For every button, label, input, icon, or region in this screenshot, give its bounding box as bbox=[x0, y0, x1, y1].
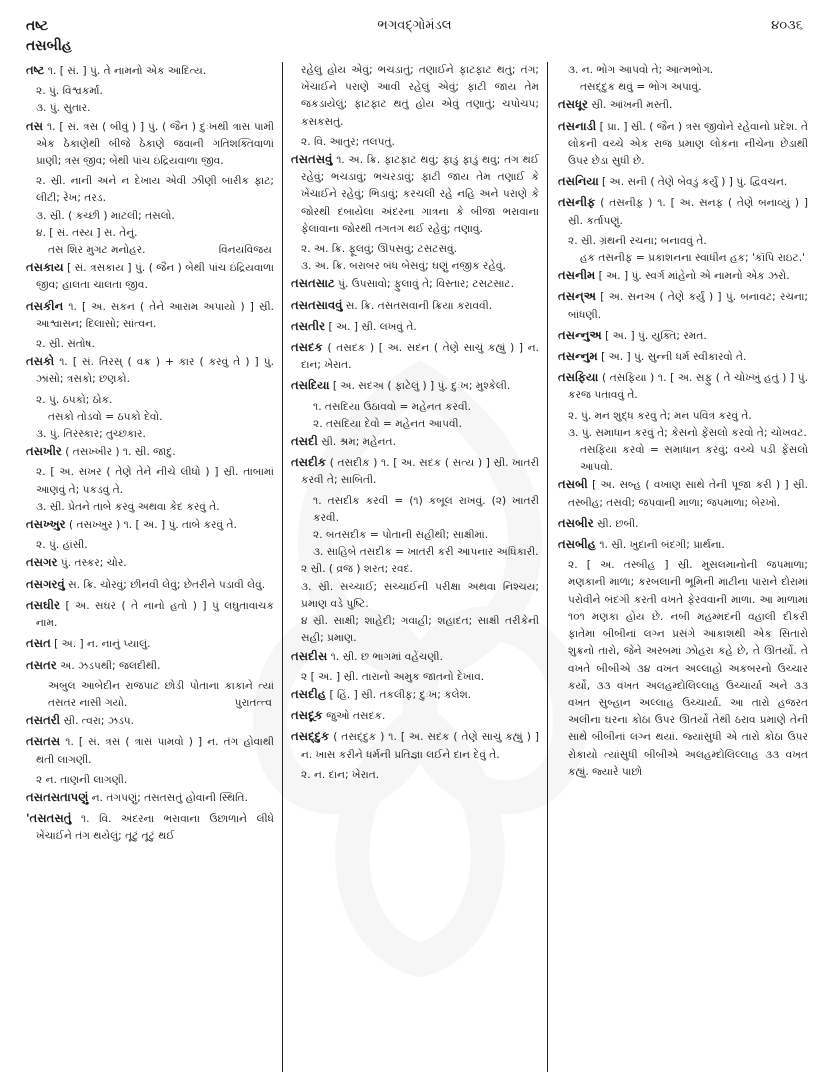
definition: ( તસદક઼ ) [ અ. સદન ( તેણે સાચું કહ્યું ) ] ન. દાન; ખેરાત. bbox=[301, 342, 539, 372]
dictionary-entry bbox=[291, 275, 539, 293]
sense: ૩. અ. ક્રિ. બરાબર બંધ બેસવું; ઘણું નજીક રહેવું. bbox=[301, 260, 506, 273]
entry-line bbox=[26, 712, 274, 730]
definition: પું. તસ્કર; ચોર. bbox=[60, 557, 127, 570]
sense: ૩. સ્રી. સચ્ચાઈ; સચ્ચાઈની પરીક્ષા અથવા નિશ્ચય; પ્રમાણ વડે પુષ્ટિ. bbox=[301, 580, 539, 610]
sense: ૩. ન. ભોગ આપવો તે; આત્મભોગ. bbox=[568, 64, 714, 76]
usage-example bbox=[26, 678, 274, 712]
headword: તસદ્દુક bbox=[291, 729, 330, 744]
dictionary-entry bbox=[291, 707, 539, 725]
dictionary-entry bbox=[558, 515, 808, 533]
headword: તસ bbox=[26, 118, 44, 133]
dictionary-entry bbox=[558, 369, 808, 476]
sense: ૨. અ. ક્રિ. ફૂલવું; ઊપસવું; ટસટસવું. bbox=[301, 243, 457, 256]
definition: સ. ક્રિ. તસતસવાની ક્રિયા કરાવવી. bbox=[345, 299, 493, 312]
dictionary-entry bbox=[558, 348, 808, 366]
definition: ૧. વિ. અંદરના ભરાવાના ઉછાળાને લીધે ખેંચાઈને તંગ થયેલું; તૂટું તૂટું થઈ bbox=[36, 813, 274, 843]
definition: [ અ. ] પું. સુન્ની ધર્મ સ્વીકારવો તે. bbox=[601, 351, 747, 364]
sense: ૪. [ સં. તસ્ય ] સ. તેનું. bbox=[36, 226, 138, 239]
definition: [ હિં. ] સ્રી. તકલીફ; દુઃખ; કલેશ. bbox=[329, 688, 472, 701]
headword: તસતીર bbox=[291, 318, 326, 333]
guide-word-top: તષ્ટ bbox=[26, 18, 49, 34]
column-1 bbox=[26, 62, 282, 1072]
sense: ૨. પું. ઠપકો; ઠોક. bbox=[36, 393, 113, 406]
dictionary-entry bbox=[26, 62, 274, 118]
entry-line bbox=[558, 96, 808, 114]
headword: તષ્ટ bbox=[26, 63, 45, 77]
entry-line bbox=[291, 728, 539, 763]
entry-line bbox=[26, 635, 274, 653]
column-3 bbox=[547, 62, 808, 1072]
dictionary-entry bbox=[291, 686, 539, 704]
entry-line bbox=[26, 298, 274, 333]
headword: તસખીર bbox=[26, 444, 62, 459]
usage-example bbox=[26, 242, 274, 259]
entry-line bbox=[26, 597, 274, 632]
sense: ૨. [ અ. સખર ( તેણે તેને નીચે લીધો ) ] સ્રી. તાબામાં આણવું તે; પકડવું તે. bbox=[36, 466, 274, 496]
example-text: તસ શિર મુગટ મનોહર. bbox=[48, 244, 146, 257]
dictionary-entry bbox=[558, 118, 808, 171]
dictionary-entry bbox=[26, 657, 274, 713]
entry-line bbox=[558, 288, 808, 323]
headword: તસતસવું bbox=[291, 152, 333, 167]
dictionary-entry bbox=[291, 318, 539, 336]
entry-line bbox=[558, 515, 808, 533]
dictionary-entry bbox=[558, 288, 808, 323]
definition: ૧. [ સં. ત્રસ ( ત્રાસ પામવો ) ] ન. તંગ હોવાથી થતી લાગણી. bbox=[36, 736, 274, 766]
headword: તસબી bbox=[558, 477, 588, 492]
entry-line bbox=[26, 733, 274, 768]
dictionary-entry bbox=[558, 536, 808, 781]
definition: અ. ઝડપથી; જલદીથી. bbox=[60, 659, 161, 672]
definition: [ અ. ] સ્રી. લખવું તે. bbox=[328, 320, 417, 333]
example-text: હક તસનીફ = પ્રકાશનના સ્વાધીન હક; 'કૉપિ રાઇટ.' bbox=[580, 252, 806, 265]
sense: ૨. સ્રી. નાની અને ન દેખાય એવી ઝીણી બારીક ફાટ; લીટી; રેખ; તરડ. bbox=[36, 175, 274, 205]
dictionary-entry bbox=[558, 476, 808, 511]
dictionary-entry bbox=[291, 433, 539, 451]
sense: ૨. સ્રી. સંતોષ. bbox=[36, 338, 95, 351]
sense: ૩. પું. તિરસ્કાર; તુચ્છકાર. bbox=[36, 428, 146, 441]
definition: ( તસખ્ખુર ) ૧. [ અ. ] પું. તાબે કરવું તે. bbox=[69, 519, 237, 532]
usage-example: ૧. તસદીક કરવી = (૧) કબૂલ રાખવું. (૨) ખાતરી કરવી. bbox=[313, 494, 539, 524]
example-text: તસકો તોડવો = ઠપકો દેવો. bbox=[48, 410, 163, 423]
column-2 bbox=[282, 62, 547, 1072]
headword: તસદક bbox=[291, 340, 323, 355]
sense: ૨. [ અ. તસ્બીહ ] સ્રી. મુસલમાનોની જપમાળા; મણકાની માળા; કરબલાની ભૂમિની માટીના પારાને દોરામાં પરોવીને બંદગી કરતી વખતે ફેરવવાની માળા. આ માળામાં ૧૦૧ મણકા હોય છે. નબી મહમ્મદની વહાલી દીકરી ફાતેમા બીબીનાં લગ્ન પ્રસંગે આકાશથી એક સિતારો શુક્રનો તારો, જેને અરબમાં ઝોહરા કહે છે, તે ઊતર્યો. તે વખતે બીબીએ ૩૪ વખત અલ્લાહો અકબરનો ઉચ્ચાર કર્યો, ૩૩ વખત અલહમ્દોલિલ્લાહ ઉચ્ચાર્યા અને ૩૩ વખત સુબ્હાન અલ્લાહ ઉચ્ચાર્યા. આ તારો હજરત અલીના ઘરના કોઠા ઉપર ઊતર્યો તેથી ઠરાવ પ્રમાણે તેની સાથે બીબીનાં લગ્ન થયાં. જ્યાંસુધી એ તારો કોઠા ઉપર રોકાયો ત્યાંસુધી બીબીએ અલહમ્દોલિલ્લાહ ૩૩ વખત કહ્યું. જ્યારે પાછો bbox=[568, 559, 808, 778]
entry-line bbox=[291, 707, 539, 725]
dictionary-entry bbox=[26, 789, 274, 807]
sense: ૩. સ્રી. પ્રેતને તાબે કરવું અથવા કેદ કરવું તે. bbox=[36, 500, 220, 513]
definition: [ અ. સદઅ ( ફાટેલું ) ] પું. દુઃખ; મુશ્કેલી. bbox=[332, 380, 511, 393]
definition: ( તસદ્દુક઼ ) ૧. [ અ. સદક ( તેણે સાચું કહ્યું ) ] ન. ખાસ કરીને ધર્મની પ્રતિજ્ઞા લઈને દાન દેવું તે. bbox=[301, 731, 539, 761]
definition: [ સં. ત્રસકાય ] પું. ( જૈન ) બેથી પાંચ ઇંદ્રિયવાળા જીવ; હાલતા ચાલતા જીવ. bbox=[36, 262, 274, 292]
headword: તસનિયા bbox=[558, 174, 599, 189]
usage-example bbox=[558, 442, 808, 476]
headword: તસધૂર bbox=[558, 97, 589, 112]
sense: ૨. પું. વિશ્વકર્મા. bbox=[36, 85, 103, 98]
headword: તસનાડી bbox=[558, 118, 597, 133]
definition: ન. તંગપણું; તસતસતું હોવાની સ્થિતિ. bbox=[91, 791, 248, 804]
entry-line bbox=[26, 789, 274, 807]
dictionary-entry bbox=[291, 339, 539, 374]
dictionary-entry bbox=[558, 194, 808, 267]
example-text: તસફિયા કરવો = સમાધાન કરવું; વચ્ચે પડી ફેંસલો આપવો. bbox=[580, 444, 808, 474]
definition: પું. ઉપસાવો; ફુલાવું તે; વિસ્તાર; ટસટસાટ. bbox=[338, 278, 514, 291]
entry-line bbox=[291, 433, 539, 451]
guide-word-bottom: તસબીહ bbox=[26, 38, 72, 54]
definition: ૧. [ સં. ત્રસ ( બીવું ) ] પું. ( જૈન ) દુઃખથી ત્રાસ પામી એક ઠેકાણેથી બીજે ઠેકાણે જવાની ગતિશક્તિવાળાં પ્રાણી; ત્રસ જીવ; બેથી પાંચ ઇંદ્રિયવાળા જીવ. bbox=[36, 120, 274, 168]
entry-line bbox=[26, 353, 274, 388]
running-head bbox=[26, 18, 803, 38]
definition: સ્રી. છબી. bbox=[597, 517, 639, 530]
headword: તસકો bbox=[26, 354, 55, 369]
dictionary-entry bbox=[291, 297, 539, 315]
entry-line bbox=[558, 173, 808, 191]
entry-line bbox=[291, 648, 539, 666]
page-number: ૪૦૩૬ bbox=[771, 18, 803, 33]
dictionary-entry bbox=[26, 118, 274, 260]
headword: તસતર bbox=[26, 657, 57, 672]
definition: ૧. સ્રી. છ ભાગમાં વહેંચણી. bbox=[330, 650, 443, 663]
dictionary-entry bbox=[291, 648, 539, 686]
dictionary-entry bbox=[26, 516, 274, 554]
definition: ૧. સ્રી. ખુદાની બંદગી; પ્રાર્થના. bbox=[599, 539, 725, 552]
dictionary-entry bbox=[558, 327, 808, 345]
definition: ( તસદીક઼ ) ૧. [ અ. સદક ( સત્ય ) ] સ્રી. ખાતરી કરવી તે; સાબિતી. bbox=[301, 457, 539, 487]
definition: સ્રી. શ્રમ; મહેનત. bbox=[321, 436, 396, 449]
headword: તસનીફ bbox=[558, 195, 596, 210]
definition: [ અ. સઘર ( તે નાનો હતો ) ] પું લઘુતાવાચક નામ. bbox=[36, 599, 274, 630]
headword: તસતસ bbox=[26, 734, 61, 749]
example-text: અબુલ આબેદીન રાજપાટ છોડી પોતાના કાકાને ત્યાં તસતર નાસી ગયો. bbox=[48, 679, 274, 709]
headword: તસદી bbox=[291, 434, 318, 449]
entry-line bbox=[26, 516, 274, 534]
sense: ૨ સ્રી. ( વ્રજ ) શરત; રવદ. bbox=[301, 563, 413, 576]
sense: ૨. પું. હાંસી. bbox=[36, 539, 88, 552]
entry-line bbox=[291, 454, 539, 489]
definition: [ અ. ] ન. નાનું પ્યાલું. bbox=[54, 638, 151, 651]
headword: તસતસાવવું bbox=[291, 297, 343, 312]
definition: [ અ. ] પું. યુક્તિ; રમત. bbox=[605, 329, 707, 342]
headword: તસદિયા bbox=[291, 378, 330, 393]
headword: તસદૂક bbox=[291, 708, 323, 723]
entry-line bbox=[558, 369, 808, 404]
entry-line bbox=[26, 118, 274, 171]
dictionary-entry bbox=[26, 298, 274, 354]
headword: તસફિયા bbox=[558, 370, 599, 385]
entry-line bbox=[291, 151, 539, 238]
entry-line bbox=[26, 443, 274, 461]
dictionary-entry bbox=[291, 151, 539, 275]
headword: 'તસતસતું bbox=[26, 811, 72, 826]
headword: તસનીમ bbox=[558, 268, 596, 283]
entry-line bbox=[558, 348, 808, 366]
headword: તસત bbox=[26, 636, 51, 651]
headword: તસકીન bbox=[26, 298, 64, 313]
headword: તસકાય bbox=[26, 260, 64, 275]
definition: સ્રી. ત્વરા; ઝડપ. bbox=[63, 715, 135, 728]
entry-line bbox=[291, 339, 539, 374]
citation-source: પુરાતત્ત્વ bbox=[234, 696, 272, 709]
sense: ૩. પું. સમાધાન કરવું તે; કેસનો ફેંસલો કરવો તે; ચોખવટ. bbox=[568, 426, 807, 439]
headword: તસગર bbox=[26, 555, 58, 570]
dictionary-entry bbox=[558, 267, 808, 285]
definition: ૧. અ. ક્રિ. ફાટફાટ થવું; ફાડું ફાડું થવું; તંગ થઈ રહેવું; ભચડાવું; ભચરડાવું; ફાટી જાય તેમ તણાઈ કે ખેંચાઈને રહેવું; ભિડાવું; કરચલી રહે નહિ અને પરાણે કે જોરથી દબાયેલા અંદરના ગાત્રના કે બીજા ભરાવાના ફેલાવાના જોરથી તગતગ થઈ રહેવું; તણાવું. bbox=[301, 154, 539, 235]
headword: તસન્નુઅ bbox=[558, 327, 602, 342]
entry-line bbox=[558, 267, 808, 285]
dictionary-entry bbox=[291, 728, 539, 784]
dictionary-entry bbox=[26, 554, 274, 572]
dictionary-entry bbox=[26, 259, 274, 294]
headword: તસદીહ bbox=[291, 686, 327, 701]
dictionary-entry bbox=[291, 454, 539, 647]
citation-source: વિનયવિજય bbox=[218, 244, 272, 257]
entry-line bbox=[291, 318, 539, 336]
entry-line bbox=[291, 377, 539, 395]
headword: તસદીક bbox=[291, 455, 327, 470]
entry-line bbox=[26, 554, 274, 572]
entry-line bbox=[26, 62, 274, 80]
dictionary-entry bbox=[26, 443, 274, 516]
usage-example: ૩. સાહિબે તસદીક = ખાતરી કરી આપનાર અધિકારી. bbox=[313, 546, 539, 559]
dictionary-entry bbox=[291, 377, 539, 433]
entry-line bbox=[558, 194, 808, 229]
dictionary-columns bbox=[26, 62, 807, 1072]
definition: [ અ. સની ( તેણે બેવડું કર્યું ) ] પું. દ્વિવચન. bbox=[602, 176, 788, 189]
definition: [ પ્રા. ] સ્રી. ( જૈન ) ત્રસ જીવોને રહેવાનો પ્રદેશ. તે લોકની વચ્ચે એક રાજ પ્રમાણ લોકના નીચેના છેડાથી ઉપર છેડા સુધી છે. bbox=[568, 120, 808, 168]
sense: ૨ ન. તાણની લાગણી. bbox=[36, 773, 128, 786]
entry-line bbox=[26, 259, 274, 294]
entry-line bbox=[26, 810, 274, 845]
headword: તસતરી bbox=[26, 713, 61, 728]
definition: ( તસનીફ઼ ) ૧. [ અ. સનફ ( તેણે બનાવ્યું ) ] સ્રી. કર્તાપણું. bbox=[568, 197, 808, 227]
sense: ૨. વિ. આતુર; તલપતું. bbox=[301, 135, 395, 148]
definition: ૧. [ સં. ] પું. તે નામનો એક આદિત્ય. bbox=[47, 65, 207, 77]
headword: તસઘીર bbox=[26, 597, 60, 612]
usage-example bbox=[26, 409, 274, 426]
dictionary-entry bbox=[558, 173, 808, 191]
entry-line bbox=[291, 297, 539, 315]
headword: તસન્નુમ bbox=[558, 349, 598, 364]
dictionary-entry bbox=[26, 733, 274, 789]
definition: ૧. [ અ. સકન ( તેને આરામ અપાયો ) ] સ્રી. આશ્વાસન; દિલાસો; સાંત્વન. bbox=[36, 300, 274, 330]
sense: ૨ [ અ. ] સ્રી. તારાનો અમુક જાતનો દેખાવ. bbox=[301, 670, 485, 683]
definition: સ્રી. આંખની મસ્તી. bbox=[591, 99, 673, 112]
headword: તસબીહ bbox=[558, 537, 596, 552]
usage-example bbox=[558, 250, 808, 267]
dictionary-entry bbox=[26, 635, 274, 653]
sense: ૪ સ્રી. સાક્ષી; શાહેદી; ગવાહી; શહાદત; સાક્ષી તરીકેની સહી; પ્રમાણ. bbox=[301, 615, 539, 645]
entry-line bbox=[291, 686, 539, 704]
headword: તસખ્ખુર bbox=[26, 517, 66, 532]
dictionary-entry bbox=[26, 597, 274, 632]
definition: સ. ક્રિ. ચોરવું; છીનવી લેવું; છેતરીને પડાવી લેવું. bbox=[68, 578, 266, 591]
continuation-text: રહેલું હોય એવું; ભચડાતું; તણાઈને ફાટફાટ થતું; તંગ; ખેંચાઈને પરાણે આવી રહેલું એવું; ફાટી જાય તેમ જકડાયેલું; ફાટફાટ થતું હોય એવું તણાતું; ચપોચપ; કસકસતું. bbox=[301, 64, 539, 128]
definition: ૧. [ સં. તિરસ્ ( વક્ર ) + કાર ( કરવું તે ) ] પું. ઝાંસો; ત્રસકો; છણકો. bbox=[36, 356, 274, 386]
entry-line bbox=[291, 275, 539, 293]
dictionary-entry bbox=[26, 712, 274, 730]
sense: ૩. પું. સુતાર. bbox=[36, 102, 91, 115]
definition: [ અ. ] પું. સ્વર્ગ માંહેનો એ નામનો એક ઝરો. bbox=[598, 270, 790, 283]
definition: [ અ. સનઅ ( તેણે કર્યું ) ] પું. બનાવટ; રચના; બાંધણી. bbox=[568, 291, 808, 321]
dictionary-entry bbox=[26, 576, 274, 594]
headword: તસબીર bbox=[558, 515, 594, 530]
definition: ( તસફિ઼યા ) ૧. [ અ. સફુ ( તે ચોખ્ખું હતું ) ] પું. કરજ પતાવવું તે. bbox=[568, 372, 808, 402]
sense: ૨. ન. દાન; ખેરાત. bbox=[301, 768, 380, 781]
dictionary-entry bbox=[558, 96, 808, 114]
headword: તસન્અ bbox=[558, 289, 596, 304]
headword: તસગરવું bbox=[26, 576, 65, 591]
headword: તસતસતાપણું bbox=[26, 789, 89, 804]
sense: ૨. પું. મન શુદ્ધ કરવું તે; મન પવિત્ર કરવું તે. bbox=[568, 409, 752, 422]
definition: [ અ. સબ્હ ( વખાણ સાથે તેની પૂજા કરી ) ] સ્રી. તસ્બીહ; તસવી; જપવાની માળા; જપમાળા; બેરખો. bbox=[568, 479, 808, 509]
entry-line bbox=[558, 476, 808, 511]
usage-example: તસદ્દુક થવું = ભોગ અપાવું. bbox=[580, 81, 702, 94]
entry-line bbox=[558, 118, 808, 171]
sense: ૩. સ્રી. ( કચ્છી ) માટલી; તસલો. bbox=[36, 209, 175, 222]
dictionary-entry bbox=[26, 353, 274, 443]
usage-example: ૧. તસદિયા ઉઠાવવો = મહેનત કરવી. bbox=[313, 400, 471, 413]
entry-line bbox=[558, 536, 808, 554]
definition: જુઓ તસદક. bbox=[326, 710, 386, 723]
entry-line bbox=[26, 576, 274, 594]
usage-example: ૨. તસદિયા દેવો = મહેનત આપવી. bbox=[313, 417, 462, 430]
book-title: ભગવદ્ગોમંડલ bbox=[377, 18, 452, 33]
usage-example: ૨. બતસદીક = પોતાની સહીથી; સાક્ષીમાં. bbox=[313, 529, 489, 542]
entry-line bbox=[558, 327, 808, 345]
dictionary-entry bbox=[26, 810, 274, 845]
sense: ૨. સ્રી. ગ્રંથની રચના; બનાવવું તે. bbox=[568, 234, 707, 247]
definition: ( તસખ્ખીર ) ૧. સ્રી. જાદુ. bbox=[65, 446, 176, 459]
headword: તસદીસ bbox=[291, 648, 328, 663]
headword: તસતસાટ bbox=[291, 276, 335, 291]
entry-line bbox=[26, 657, 274, 675]
